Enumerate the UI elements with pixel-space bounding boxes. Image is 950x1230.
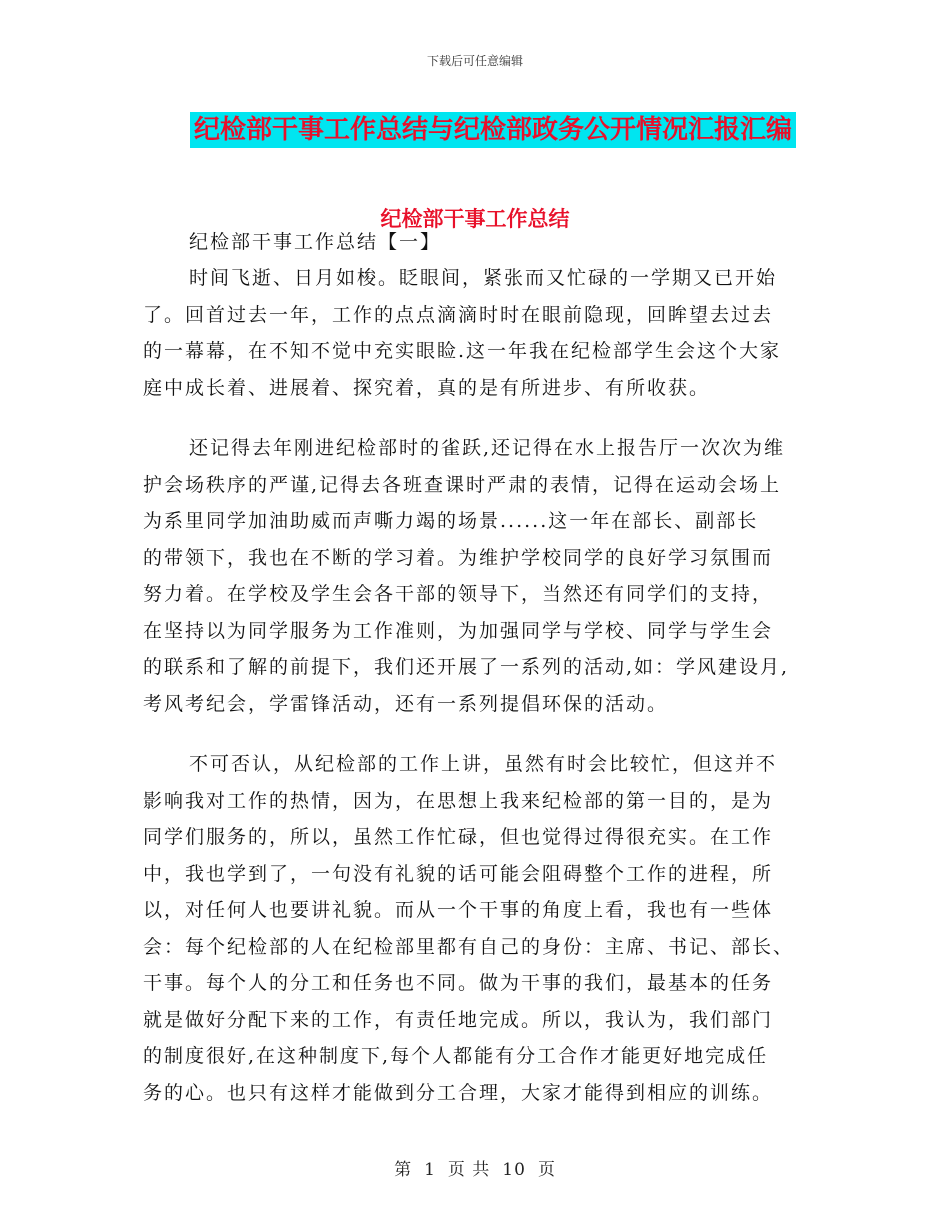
text-line: 影响我对工作的热情，因为，在思想上我来纪检部的第一目的，是为 (143, 790, 774, 812)
text-line: 努力着。在学校及学生会各干部的领导下，当然还有同学们的支持， (143, 583, 774, 605)
text-line: 护会场秩序的严谨,记得去各班查课时严肃的表情，记得在运动会场上 (143, 474, 782, 496)
header-note: 下载后可任意编辑 (426, 54, 523, 68)
text-line: 务的心。也只有这样才能做到分工合理，大家才能得到相应的训练。 (143, 1082, 774, 1104)
text-line: 时间飞逝、日月如梭。眨眼间，紧张而又忙碌的一学期又已开始 (189, 267, 778, 289)
text-line: 以，对任何人也要讲礼貌。而从一个干事的角度上看，我也有一些体 (143, 899, 774, 921)
text-line: 中，我也学到了，一句没有礼貌的话可能会阻碍整个工作的进程，所 (143, 863, 774, 885)
footer-page-number: 1 (424, 1160, 436, 1180)
text-line: 纪检部干事工作总结【一】 (189, 231, 442, 253)
text-line: 为系里同学加油助威而声嘶力竭的场景......这一年在部长、副部长 (143, 510, 759, 532)
text-line: 考风考纪会，学雷锋活动，还有一系列提倡环保的活动。 (143, 693, 669, 715)
text-line: 的制度很好,在这种制度下,每个人都能有分工合作才能更好地完成任 (143, 1045, 769, 1067)
text-line: 庭中成长着、进展着、探究着，真的是有所进步、有所收获。 (143, 377, 711, 399)
footer-prefix: 第 (394, 1160, 413, 1180)
footer-middle: 页 共 (447, 1160, 491, 1180)
text-line: 干事。每个人的分工和任务也不同。做为干事的我们，最基本的任务 (143, 972, 774, 994)
text-line: 会：每个纪检部的人在纪检部里都有自己的身份：主席、书记、部长、 (143, 936, 795, 958)
page-footer (0, 1155, 950, 1180)
text-line: 同学们服务的，所以，虽然工作忙碌，但也觉得过得很充实。在工作 (143, 826, 774, 848)
text-line: 了。回首过去一年，工作的点点滴滴时时在眼前隐现，回眸望去过去 (143, 304, 774, 326)
text-line: 的联系和了解的前提下，我们还开展了一系列的活动,如：学风建设月, (143, 656, 790, 678)
text-line: 的一幕幕，在不知不觉中充实眼睑.这一年我在纪检部学生会这个大家 (143, 340, 782, 362)
footer-total-pages: 10 (502, 1160, 526, 1180)
footer-suffix: 页 (537, 1160, 556, 1180)
document-title: 纪检部干事工作总结与纪检部政务公开情况汇报汇编 (190, 112, 796, 148)
text-line: 就是做好分配下来的工作，有责任地完成。所以，我认为，我们部门 (143, 1009, 774, 1031)
section-title: 纪检部干事工作总结 (380, 207, 570, 231)
text-line: 还记得去年刚进纪检部时的雀跃,还记得在水上报告厅一次次为维 (189, 437, 786, 459)
text-line: 在坚持以为同学服务为工作准则，为加强同学与学校、同学与学生会 (143, 620, 774, 642)
text-line: 不可否认，从纪检部的工作上讲，虽然有时会比较忙，但这并不 (189, 753, 778, 775)
text-line: 的带领下，我也在不断的学习着。为维护学校同学的良好学习氛围而 (143, 547, 774, 569)
